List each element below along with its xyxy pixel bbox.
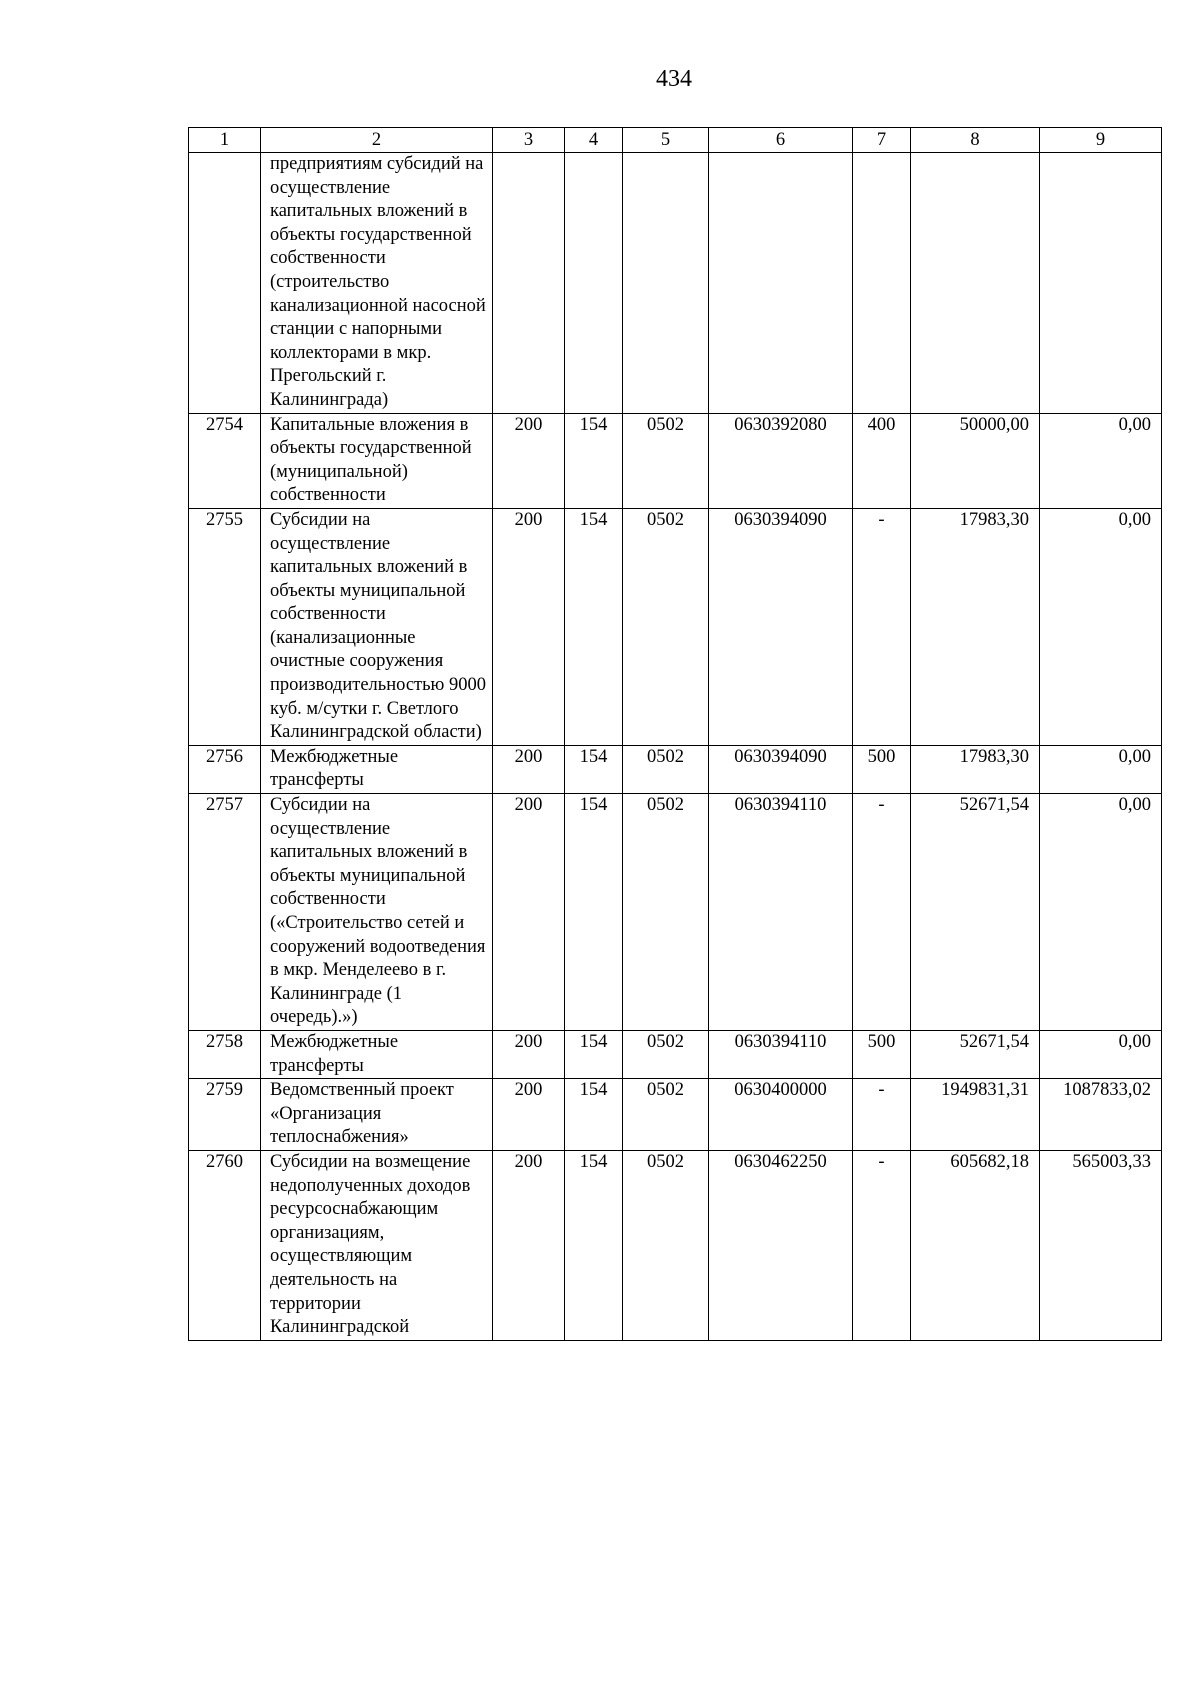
amount-9: 0,00 — [1040, 794, 1162, 1031]
row-description: Субсидии на осуществление капитальных вложений в объекты муниципальной собственности (канализационные очистные сооружения производительностью 9000 куб. м/сутки г. Светлого Калининградской области) — [261, 508, 493, 745]
row-description: Ведомственный проект «Организация теплоснабжения» — [261, 1079, 493, 1151]
code-5: 0502 — [623, 413, 709, 508]
code-4: 154 — [565, 508, 623, 745]
code-5: 0502 — [623, 794, 709, 1031]
amount-8 — [911, 153, 1040, 414]
code-7 — [853, 153, 911, 414]
code-6: 0630394090 — [709, 745, 853, 793]
amount-9: 0,00 — [1040, 508, 1162, 745]
row-number: 2756 — [189, 745, 261, 793]
code-5: 0502 — [623, 1150, 709, 1340]
amount-9 — [1040, 153, 1162, 414]
code-5: 0502 — [623, 1079, 709, 1151]
code-3: 200 — [493, 1030, 565, 1078]
code-7: - — [853, 508, 911, 745]
row-description: Капитальные вложения в объекты государственной (муниципальной) собственности — [261, 413, 493, 508]
amount-8: 50000,00 — [911, 413, 1040, 508]
page-number: 434 — [656, 66, 692, 92]
code-7: - — [853, 1150, 911, 1340]
code-4 — [565, 153, 623, 414]
code-3: 200 — [493, 745, 565, 793]
header-cell: 8 — [911, 128, 1040, 153]
code-7: 500 — [853, 1030, 911, 1078]
row-description: Субсидии на осуществление капитальных вложений в объекты муниципальной собственности («Строительство сетей и сооружений водоотведения в мкр. Менделеево в г. Калининграде (1 очередь).») — [261, 794, 493, 1031]
row-number: 2759 — [189, 1079, 261, 1151]
row-number: 2755 — [189, 508, 261, 745]
code-4: 154 — [565, 745, 623, 793]
code-3: 200 — [493, 508, 565, 745]
row-description: предприятиям субсидий на осуществление капитальных вложений в объекты государственной собственности (строительство канализационной насосной станции с напорными коллекторами в мкр. Прегольский г. Калининграда) — [261, 153, 493, 414]
amount-9: 0,00 — [1040, 413, 1162, 508]
code-3: 200 — [493, 413, 565, 508]
code-6: 0630392080 — [709, 413, 853, 508]
code-5 — [623, 153, 709, 414]
code-7: 500 — [853, 745, 911, 793]
code-4: 154 — [565, 1030, 623, 1078]
code-7: - — [853, 794, 911, 1031]
code-3 — [493, 153, 565, 414]
table-row — [189, 413, 1162, 508]
code-7: - — [853, 1079, 911, 1151]
header-cell: 6 — [709, 128, 853, 153]
code-6: 0630394110 — [709, 1030, 853, 1078]
row-description: Субсидии на возмещение недополученных доходов ресурсоснабжающим организациям, осуществляющим деятельность на территории Калининградской — [261, 1150, 493, 1340]
code-6 — [709, 153, 853, 414]
amount-9: 565003,33 — [1040, 1150, 1162, 1340]
code-6: 0630400000 — [709, 1079, 853, 1151]
row-number — [189, 153, 261, 414]
code-5: 0502 — [623, 508, 709, 745]
code-4: 154 — [565, 794, 623, 1031]
code-3: 200 — [493, 1150, 565, 1340]
header-cell: 3 — [493, 128, 565, 153]
table-row — [189, 1030, 1162, 1078]
code-3: 200 — [493, 794, 565, 1031]
code-4: 154 — [565, 1150, 623, 1340]
table-row — [189, 745, 1162, 793]
row-number: 2760 — [189, 1150, 261, 1340]
code-3: 200 — [493, 1079, 565, 1151]
budget-table — [188, 127, 1162, 1341]
header-cell: 9 — [1040, 128, 1162, 153]
table-row — [189, 508, 1162, 745]
code-5: 0502 — [623, 745, 709, 793]
code-6: 0630462250 — [709, 1150, 853, 1340]
code-7: 400 — [853, 413, 911, 508]
header-cell: 2 — [261, 128, 493, 153]
amount-8: 605682,18 — [911, 1150, 1040, 1340]
code-6: 0630394110 — [709, 794, 853, 1031]
code-6: 0630394090 — [709, 508, 853, 745]
amount-8: 17983,30 — [911, 745, 1040, 793]
code-4: 154 — [565, 413, 623, 508]
amount-8: 1949831,31 — [911, 1079, 1040, 1151]
row-description: Межбюджетные трансферты — [261, 745, 493, 793]
code-4: 154 — [565, 1079, 623, 1151]
row-number: 2754 — [189, 413, 261, 508]
row-number: 2758 — [189, 1030, 261, 1078]
amount-8: 17983,30 — [911, 508, 1040, 745]
amount-9: 0,00 — [1040, 745, 1162, 793]
header-cell: 7 — [853, 128, 911, 153]
amount-8: 52671,54 — [911, 1030, 1040, 1078]
code-5: 0502 — [623, 1030, 709, 1078]
header-cell: 1 — [189, 128, 261, 153]
header-row — [189, 128, 1162, 153]
row-number: 2757 — [189, 794, 261, 1031]
table-row — [189, 1150, 1162, 1340]
table-row — [189, 1079, 1162, 1151]
amount-8: 52671,54 — [911, 794, 1040, 1031]
header-cell: 4 — [565, 128, 623, 153]
amount-9: 0,00 — [1040, 1030, 1162, 1078]
header-cell: 5 — [623, 128, 709, 153]
table-row — [189, 153, 1162, 414]
table-row — [189, 794, 1162, 1031]
row-description: Межбюджетные трансферты — [261, 1030, 493, 1078]
amount-9: 1087833,02 — [1040, 1079, 1162, 1151]
